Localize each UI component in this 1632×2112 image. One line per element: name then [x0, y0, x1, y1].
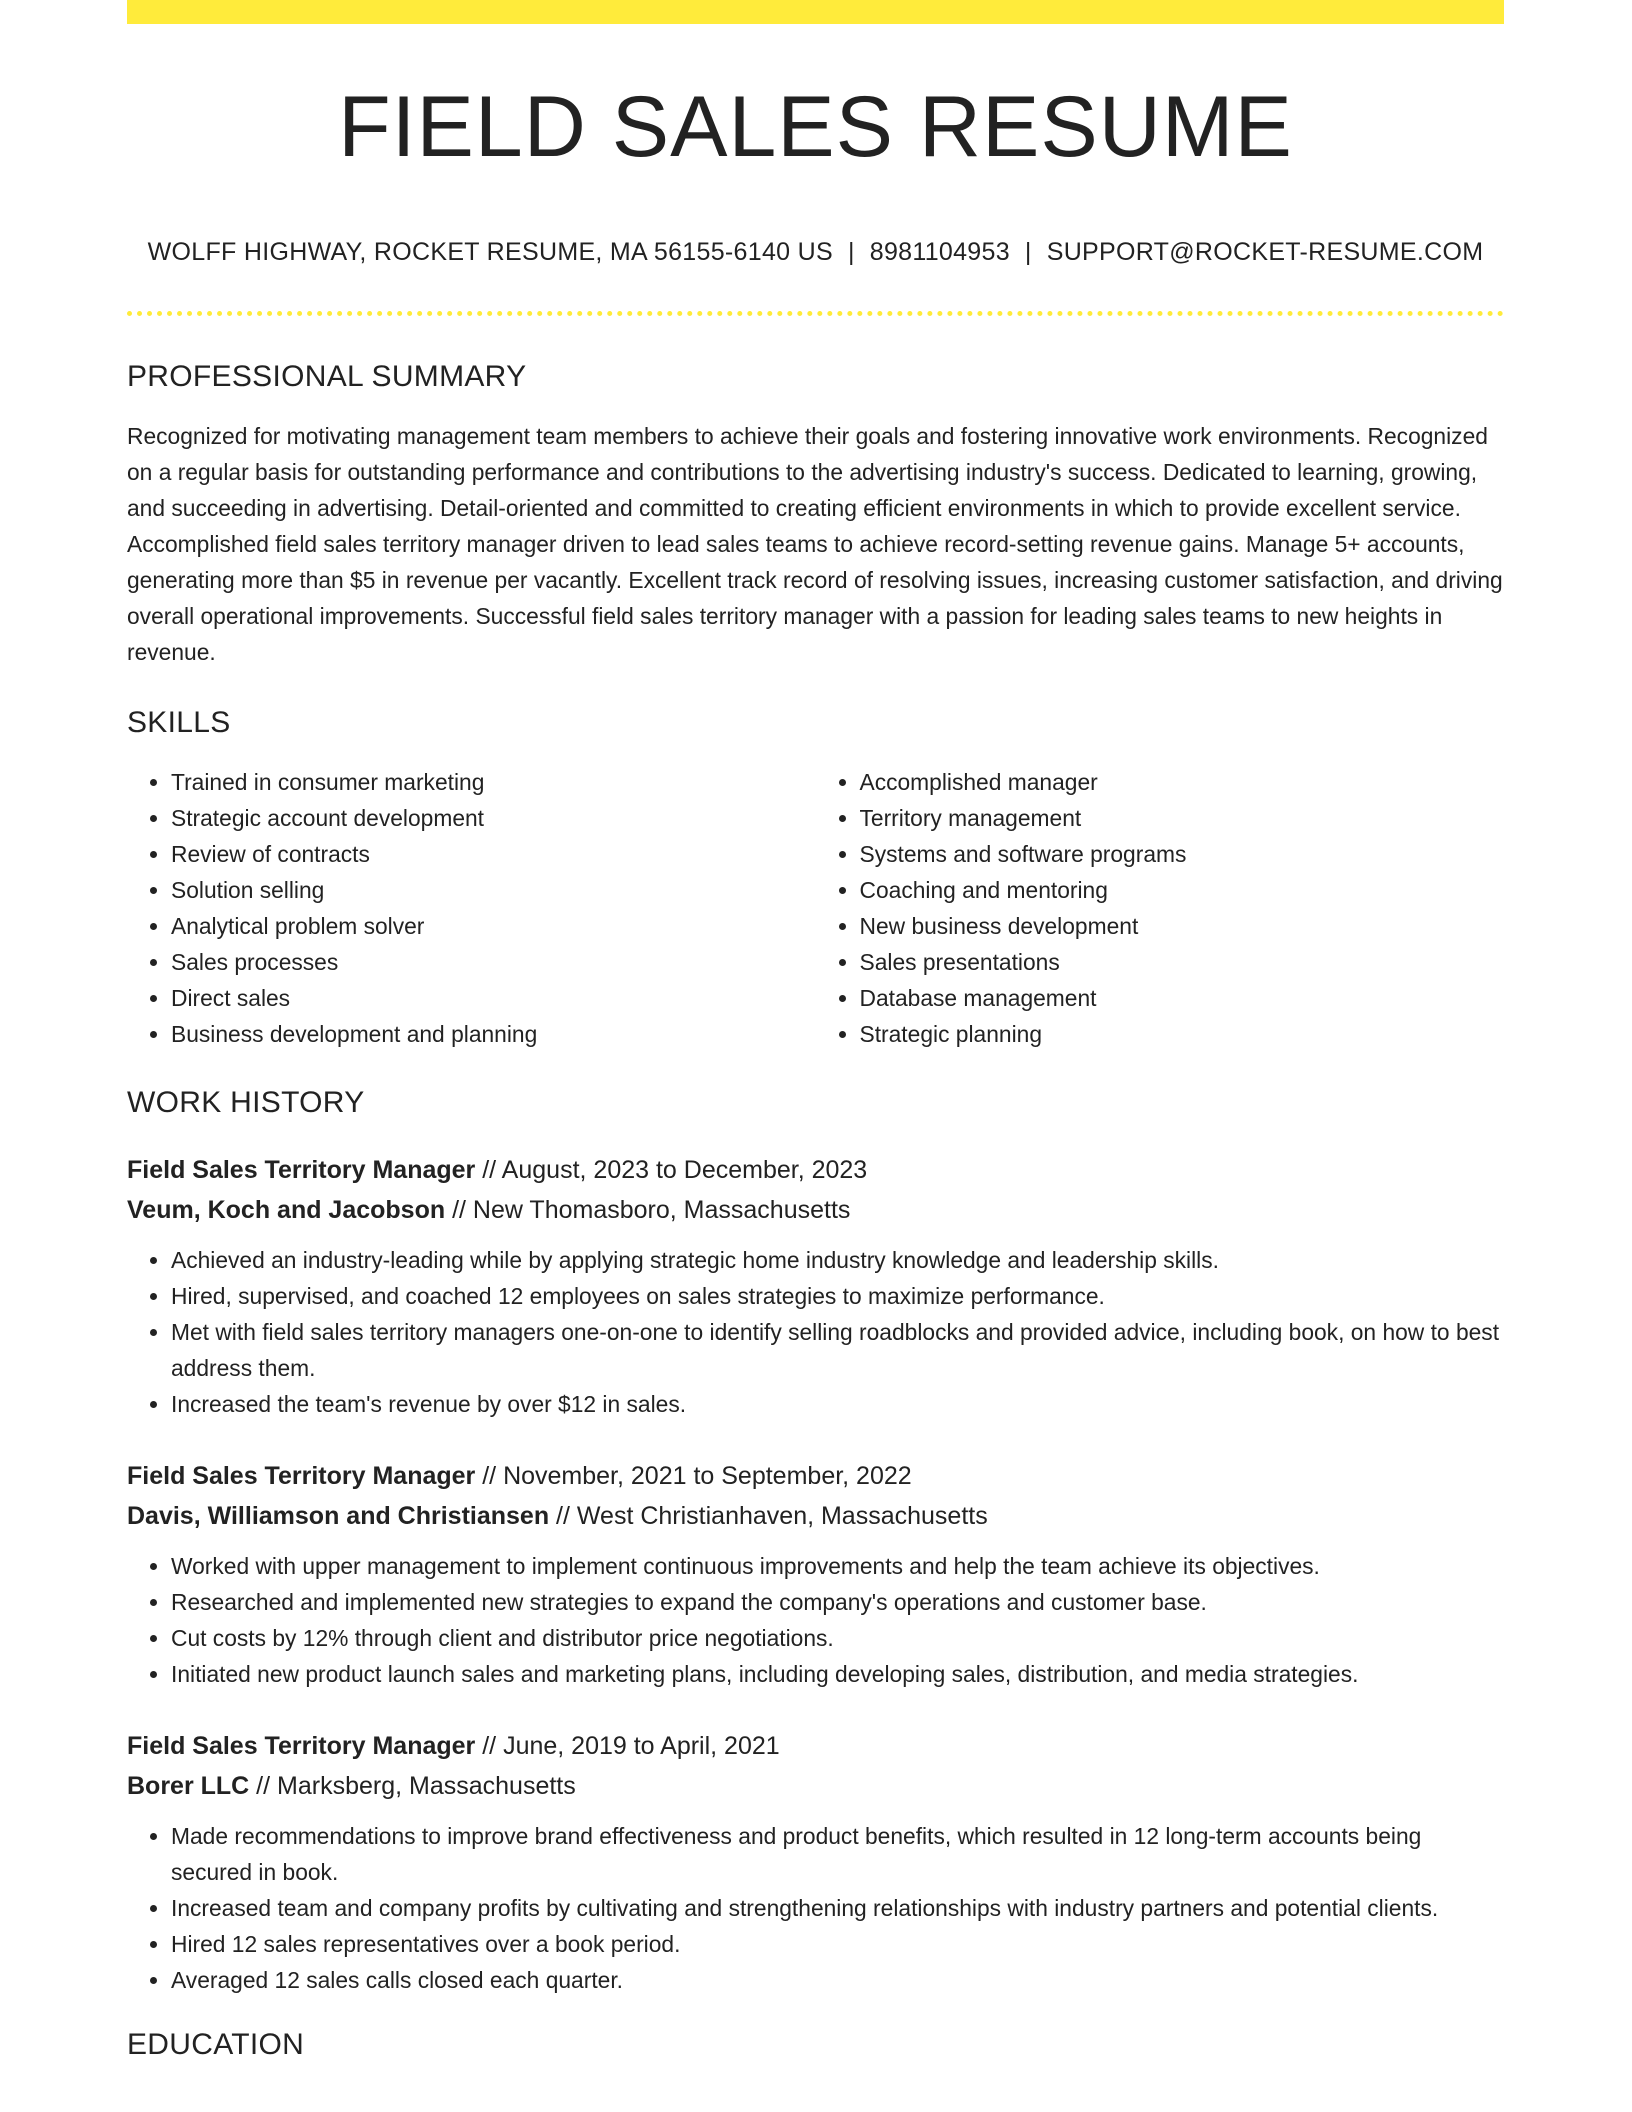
job-bullet: • Increased team and company profits by cultivating and strengthening relationships with industry partners and potential clients.	[171, 1890, 1504, 1926]
work-history-heading: WORK HISTORY	[127, 1086, 365, 1119]
job-position: Field Sales Territory Manager	[127, 1462, 476, 1490]
job-bullets	[127, 1818, 1504, 1998]
job-company: Veum, Koch and Jacobson	[127, 1196, 446, 1224]
top-accent-bar	[127, 0, 1504, 24]
skill-item: • Sales presentations	[860, 944, 1505, 980]
skill-item: • Business development and planning	[171, 1016, 816, 1052]
contact-email: SUPPORT@ROCKET-RESUME.COM	[1046, 238, 1484, 266]
job-company-line	[127, 1766, 1504, 1806]
job-bullets	[127, 1242, 1504, 1422]
job-company-line	[127, 1190, 1504, 1230]
job-bullet: • Initiated new product launch sales and marketing plans, including developing sales, distribution, and media strategies.	[171, 1656, 1504, 1692]
skill-item: • Database management	[860, 980, 1505, 1016]
skill-item: • Accomplished manager	[860, 764, 1505, 800]
job-location: // West Christianhaven, Massachusetts	[549, 1502, 988, 1530]
skill-item: • Sales processes	[171, 944, 816, 980]
job-bullets	[127, 1548, 1504, 1692]
skill-item: • Trained in consumer marketing	[171, 764, 816, 800]
job-bullet: • Averaged 12 sales calls closed each quarter.	[171, 1962, 1504, 1998]
skills-left-list	[127, 764, 816, 1052]
job-bullet: • Hired, supervised, and coached 12 employees on sales strategies to maximize performance.	[171, 1278, 1504, 1314]
job-dates: // August, 2023 to December, 2023	[475, 1156, 868, 1184]
job-position: Field Sales Territory Manager	[127, 1156, 476, 1184]
job-bullet: • Made recommendations to improve brand effectiveness and product benefits, which resulted in 12 long-term accounts being secured in book.	[171, 1818, 1504, 1890]
skill-item: • Review of contracts	[171, 836, 816, 872]
job-bullet: • Met with field sales territory managers one-on-one to identify selling roadblocks and provided advice, including book, on how to best address them.	[171, 1314, 1504, 1386]
job-title-line	[127, 1456, 1504, 1496]
skill-item: • Strategic account development	[171, 800, 816, 836]
contact-phone: 8981104953	[869, 238, 1010, 266]
summary-heading: PROFESSIONAL SUMMARY	[127, 360, 527, 393]
skills-heading: SKILLS	[127, 706, 231, 739]
job-bullet: • Researched and implemented new strategies to expand the company's operations and customer base.	[171, 1584, 1504, 1620]
contact-separator: |	[1024, 238, 1032, 266]
skill-item: • Systems and software programs	[860, 836, 1505, 872]
skills-right-list	[816, 764, 1505, 1052]
job-bullet: • Hired 12 sales representatives over a book period.	[171, 1926, 1504, 1962]
summary-text: Recognized for motivating management team members to achieve their goals and fostering innovative work environments. Recognized on a regular basis for outstanding performance and contributions to the advertising industry's success. Dedicated to learning, growing, and succeeding in advertising. Detail-oriented and committed to creating efficient environments in which to provide excellent service. Accomplished field sales territory manager driven to lead sales teams to achieve record-setting revenue gains. Manage 5+ accounts, generating more than $5 in revenue per vacantly. Excellent track record of resolving issues, increasing customer satisfaction, and driving overall operational improvements. Successful field sales territory manager with a passion for leading sales teams to new heights in revenue.	[127, 423, 1503, 665]
job-title-line	[127, 1726, 1504, 1766]
contact-address: WOLFF HIGHWAY, ROCKET RESUME, MA 56155-6140 US	[147, 238, 833, 266]
job-location: // Marksberg, Massachusetts	[249, 1772, 576, 1800]
education-heading: EDUCATION	[127, 2028, 305, 2061]
job-entry	[127, 1456, 1504, 1692]
skill-item: • Solution selling	[171, 872, 816, 908]
job-dates: // June, 2019 to April, 2021	[475, 1732, 780, 1760]
job-title-line	[127, 1150, 1504, 1190]
job-location: // New Thomasboro, Massachusetts	[445, 1196, 851, 1224]
job-entry	[127, 1726, 1504, 1998]
contact-separator: |	[847, 238, 855, 266]
job-bullet: • Cut costs by 12% through client and distributor price negotiations.	[171, 1620, 1504, 1656]
job-entry	[127, 1150, 1504, 1422]
job-dates: // November, 2021 to September, 2022	[475, 1462, 912, 1490]
job-company-line	[127, 1496, 1504, 1536]
skills-columns	[127, 764, 1504, 1052]
skill-item: • Analytical problem solver	[171, 908, 816, 944]
job-bullet: • Worked with upper management to implement continuous improvements and help the team achieve its objectives.	[171, 1548, 1504, 1584]
job-company: Davis, Williamson and Christiansen	[127, 1502, 550, 1530]
skill-item: • Direct sales	[171, 980, 816, 1016]
dotted-divider	[127, 311, 1504, 316]
resume-title: FIELD SALES RESUME	[338, 79, 1293, 175]
resume-page	[127, 0, 1504, 2062]
job-bullet: • Achieved an industry-leading while by applying strategic home industry knowledge and leadership skills.	[171, 1242, 1504, 1278]
job-position: Field Sales Territory Manager	[127, 1732, 476, 1760]
job-bullet: • Increased the team's revenue by over $12 in sales.	[171, 1386, 1504, 1422]
job-company: Borer LLC	[127, 1772, 250, 1800]
skill-item: • Territory management	[860, 800, 1505, 836]
skill-item: • Strategic planning	[860, 1016, 1505, 1052]
skill-item: • Coaching and mentoring	[860, 872, 1505, 908]
skill-item: • New business development	[860, 908, 1505, 944]
contact-line	[127, 238, 1504, 267]
